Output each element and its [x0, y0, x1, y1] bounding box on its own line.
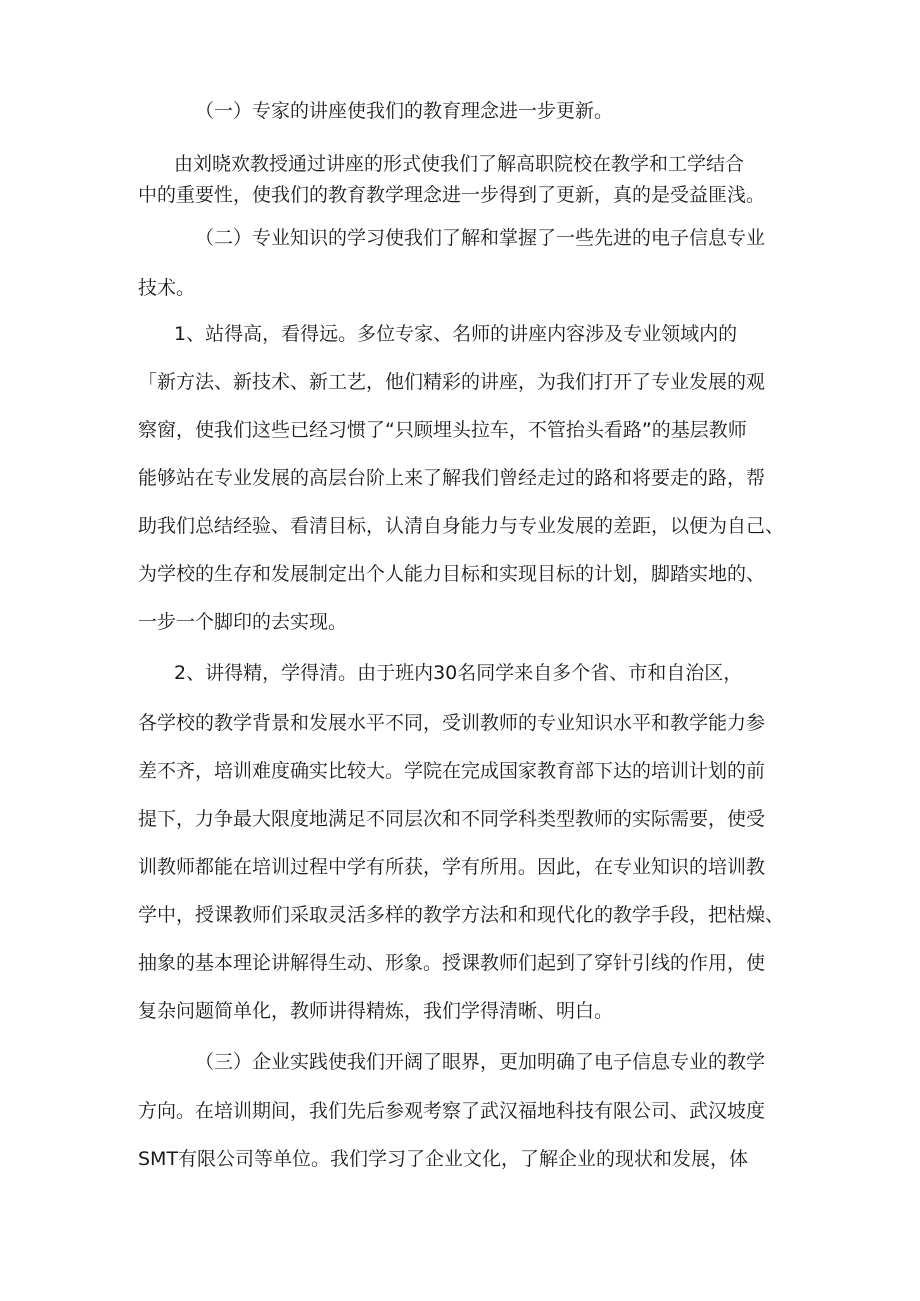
section-heading-2-cont: 技术。	[138, 277, 196, 299]
paragraph-line: 差不齐，培训难度确实比较大。学院在完成国家教育部下达的培训计划的前	[138, 760, 766, 782]
paragraph-line: 抽象的基本理论讲解得生动、形象。授课教师们起到了穿针引线的作用，使	[138, 952, 766, 974]
section-heading-2: （二）专业知识的学习使我们了解和掌握了一些先进的电子信息专业	[195, 227, 766, 249]
paragraph-line: SMT有限公司等单位。我们学习了企业文化，了解企业的现状和发展，体	[138, 1148, 749, 1170]
paragraph-line: 察窗，使我们这些已经习惯了“只顾埋头拉车，不管抬头看路”的基层教师	[138, 419, 747, 441]
paragraph-line: 由刘晓欢教授通过讲座的形式使我们了解高职院校在教学和工学结合	[174, 153, 745, 175]
paragraph-line: 训教师都能在培训过程中学有所获，学有所用。因此，在专业知识的培训教	[138, 856, 766, 878]
section-heading-1: （一）专家的讲座使我们的教育理念进一步更新。	[195, 100, 614, 122]
paragraph-line: 一步一个脚印的去实现。	[138, 611, 348, 633]
paragraph-line: 助我们总结经验、看清目标，认清自身能力与专业发展的差距，以便为自己、	[138, 515, 785, 537]
paragraph-line: 提下，力争最大限度地满足不同层次和不同学科类型教师的实际需要，使受	[138, 808, 766, 830]
paragraph-line: 方向。在培训期间，我们先后参观考察了武汉福地科技有限公司、武汉坡度	[138, 1100, 766, 1122]
paragraph-line: 能够站在专业发展的高层台阶上来了解我们曾经走过的路和将要走的路，帮	[138, 467, 766, 489]
paragraph-line: 2、讲得精，学得清。由于班内30名同学来自多个省、市和自治区，	[174, 662, 743, 684]
paragraph-line: 中的重要性，使我们的教育教学理念进一步得到了更新，真的是受益匪浅。	[138, 184, 766, 206]
paragraph-line: 学中，授课教师们采取灵活多样的教学方法和和现代化的教学手段，把枯燥、	[138, 904, 785, 926]
section-heading-3: （三）企业实践使我们开阔了眼界，更加明确了电子信息专业的教学	[195, 1051, 766, 1073]
paragraph-line: 「新方法、新技术、新工艺，他们精彩的讲座，为我们打开了专业发展的观	[138, 371, 766, 393]
paragraph-line: 1、站得高，看得远。多位专家、名师的讲座内容涉及专业领域内的	[174, 323, 738, 345]
paragraph-line: 为学校的生存和发展制定出个人能力目标和实现目标的计划，脚踏实地的、	[138, 563, 766, 585]
paragraph-line: 复杂问题简单化，教师讲得精炼，我们学得清晰、明白。	[138, 1000, 614, 1022]
paragraph-line: 各学校的教学背景和发展水平不同，受训教师的专业知识水平和教学能力参	[138, 712, 766, 734]
